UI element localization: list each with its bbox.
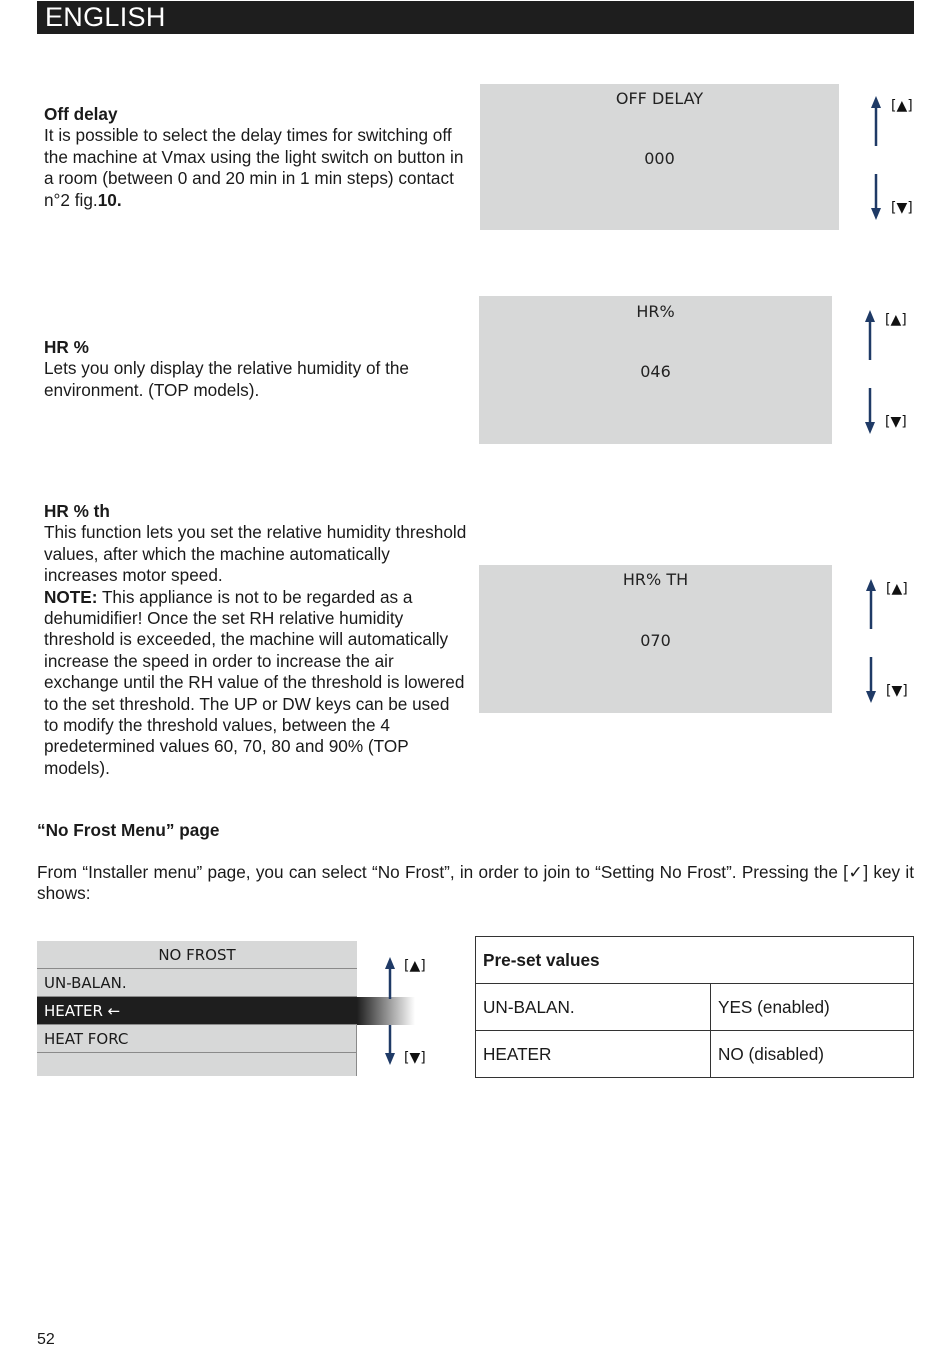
off-delay-display-title: OFF DELAY xyxy=(615,89,704,108)
off-delay-description: It is possible to select the delay times for switching off the machine at Vmax using the light switch on button in a room (between 0 and 20 min in 1 min steps) contact n°2 fig.10. xyxy=(44,125,464,210)
preset-values-table xyxy=(475,936,914,1078)
up-down-arrows-icon xyxy=(860,310,880,440)
down-key-label: [▼] xyxy=(891,200,913,216)
no-frost-menu-title-row xyxy=(37,941,357,969)
menu-border xyxy=(356,1025,357,1076)
down-key-label: [▼] xyxy=(885,414,907,430)
table-cell: HEATER xyxy=(476,1031,711,1078)
hr-threshold-description: This function lets you set the relative humidity threshold values, after which the machine automatically increases motor speed. xyxy=(44,522,467,586)
no-frost-intro: From “Installer menu” page, you can select “No Frost”, in order to join to “Setting No Frost”. Pressing the [✓] key it shows: xyxy=(37,862,914,904)
hr-display-value: 046 xyxy=(640,362,671,381)
hr-threshold-section xyxy=(44,501,468,779)
up-key-label: [▲] xyxy=(891,98,913,114)
table-cell: UN-BALAN. xyxy=(476,984,711,1031)
menu-item-heater-selected: HEATER ← xyxy=(37,997,357,1025)
hr-threshold-display-title: HR% TH xyxy=(622,570,689,589)
table-header: Pre-set values xyxy=(476,937,914,984)
hr-display xyxy=(479,296,832,444)
hr-threshold-title: HR % th xyxy=(44,501,110,521)
hr-threshold-display-value: 070 xyxy=(640,631,671,650)
menu-empty-row xyxy=(37,1053,357,1076)
table-cell: NO (disabled) xyxy=(711,1031,914,1078)
table-cell: YES (enabled) xyxy=(711,984,914,1031)
hr-threshold-keys xyxy=(861,579,911,709)
off-delay-display xyxy=(480,84,839,230)
page-number: 52 xyxy=(37,1331,55,1348)
down-key-label: [▼] xyxy=(886,683,908,699)
down-key-label: [▼] xyxy=(404,1050,426,1066)
up-down-arrows-icon xyxy=(861,579,881,709)
up-key-label: [▲] xyxy=(886,581,908,597)
hr-threshold-note: NOTE: This appliance is not to be regarded as a dehumidifier! Once the set RH relative humidity threshold is exceeded, the machine will automatically increase the speed in order to increase the air exchange until the RH value of the threshold is lowered to the set threshold. The UP or DW keys can be used to modify the threshold values, between the 4 predetermined values 60, 70, 80 and 90% (TOP models). xyxy=(44,586,465,778)
no-frost-menu-title: NO FROST xyxy=(158,946,236,964)
hr-display-title: HR% xyxy=(636,302,675,321)
up-key-label: [▲] xyxy=(885,312,907,328)
header-bar xyxy=(37,1,914,34)
hr-threshold-display xyxy=(479,565,832,713)
up-down-arrows-icon xyxy=(380,957,400,1069)
table-row xyxy=(476,984,914,1031)
menu-item-unbalan: UN-BALAN. xyxy=(37,969,357,997)
hr-description: Lets you only display the relative humidity of the environment. (TOP models). xyxy=(44,358,409,400)
menu-item-heat-forc: HEAT FORC xyxy=(37,1025,357,1053)
table-header-row xyxy=(476,937,914,984)
no-frost-heading: “No Frost Menu” page xyxy=(37,820,220,840)
hr-keys xyxy=(860,310,910,440)
off-delay-display-value: 000 xyxy=(644,149,675,168)
off-delay-keys xyxy=(866,96,916,226)
up-down-arrows-icon xyxy=(866,96,886,226)
no-frost-menu-display xyxy=(37,941,357,1076)
hr-section xyxy=(44,337,474,401)
no-frost-keys xyxy=(380,957,430,1087)
off-delay-section xyxy=(44,104,474,211)
page-language-title: ENGLISH xyxy=(45,2,166,32)
hr-title: HR % xyxy=(44,337,89,357)
off-delay-title: Off delay xyxy=(44,104,118,124)
up-key-label: [▲] xyxy=(404,958,426,974)
table-row xyxy=(476,1031,914,1078)
